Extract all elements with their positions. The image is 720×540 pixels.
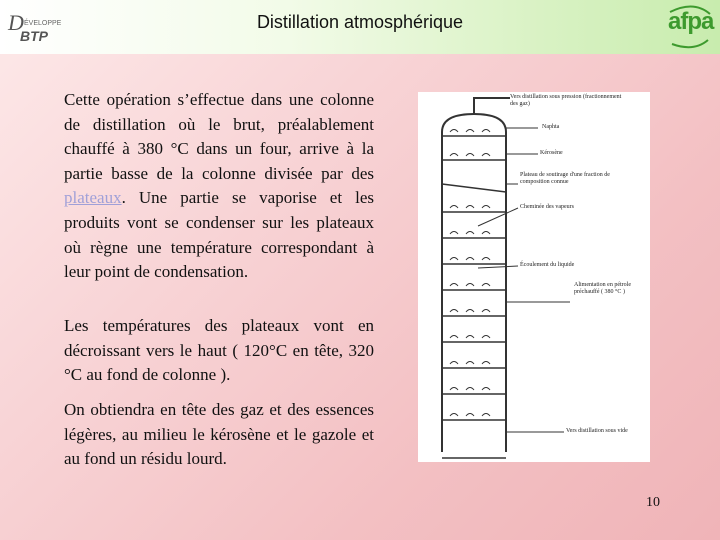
column-drawing [418,92,650,462]
afpa-logo [664,4,714,50]
paragraph-1 [64,88,374,285]
label-kerosene: Kérosène [540,150,563,156]
header-bar [0,0,720,54]
logo-small-text: ÉVELOPPE [24,20,62,27]
plateaux-link[interactable]: plateaux [64,188,122,208]
label-alimentation: Alimentation en pétrole préchauffé ( 380 °C ) [574,282,631,295]
logo-letter: D [8,10,24,35]
label-naphta: Naphta [542,124,560,130]
label-bottom-outlet: Vers distillation sous vide [566,428,628,434]
afpa-logo-text: afpa [668,8,714,35]
slide-title: Distillation atmosphérique [256,12,464,32]
distillation-column-diagram [418,92,650,462]
label-top-outlet: Vers distillation sous pression (fractionnement des gaz) [510,94,622,107]
label-vapeurs: Cheminée des vapeurs [520,204,574,210]
paragraph-1-text: Cette opération s’effectue dans une colonne de distillation où le brut, préalablement chauffé à 380 °C dans un four, arrive à la partie basse de la colonne divisée par des [64,90,374,183]
paragraph-1-text-end: . Une partie se vaporise et les produits vont se condenser sur les plateaux où règne une température correspondant à leur point de condensation. [64,188,374,282]
label-liquide: Écoulement du liquide [520,262,575,268]
paragraph-3: On obtiendra en tête des gaz et des essences légères, au milieu le kérosène et le gazole et au fond un résidu lourd. [64,400,374,469]
page-number: 10 [646,495,660,510]
paragraph-2: Les températures des plateaux vont en décroissant vers le haut ( 120°C en tête, 320 °C au fond de colonne ). [64,316,374,385]
logo-btp-text: BTP [20,28,48,44]
label-soutirage: Plateau de soutirage d'une fraction de composition connue [520,172,610,185]
